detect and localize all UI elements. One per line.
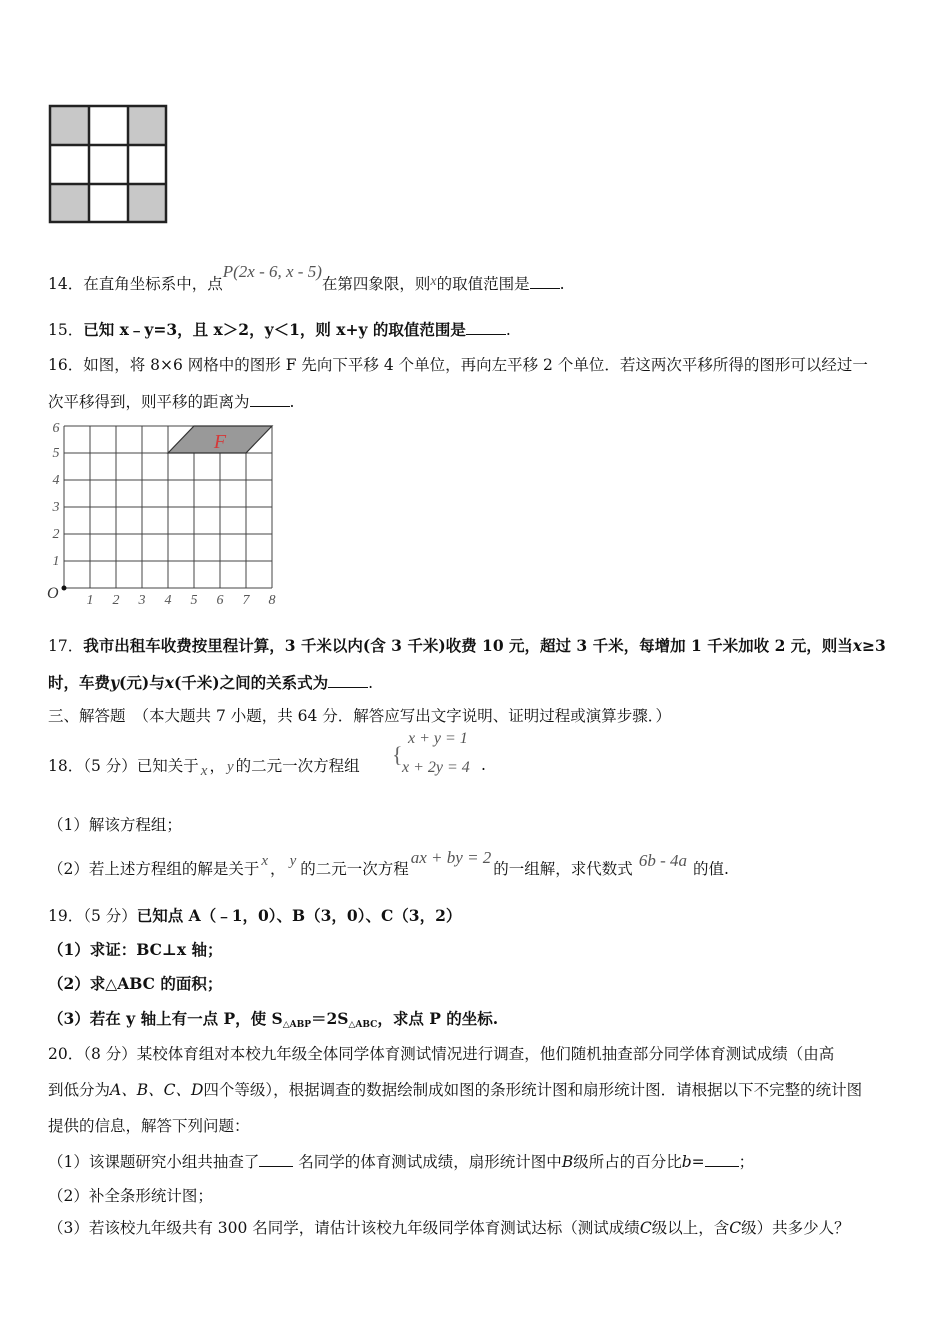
variable-y: y xyxy=(289,853,297,869)
y-tick-label: 3 xyxy=(52,500,60,515)
comma: ， xyxy=(209,757,225,775)
question-18-part-1 xyxy=(48,815,182,835)
question-text: 四个等级），根据调查的数据绘制成如图的条形统计图和扇形统计图．请根据以下不完整的统计图 xyxy=(203,1081,863,1099)
question-16-line2 xyxy=(48,392,294,412)
section-title: 三、解答题 xyxy=(48,707,126,725)
section-3-heading xyxy=(48,706,671,726)
point-p-expression: P(2x - 6, x - 5) xyxy=(222,262,322,281)
question-19-part-2 xyxy=(48,974,222,994)
question-19-part-1 xyxy=(48,940,223,960)
part-text: （1）解该方程组； xyxy=(48,816,182,834)
question-number: 16． xyxy=(48,356,84,374)
question-text: 已知点 A（﹣1，0）、B（3，0）、C（3，2） xyxy=(136,906,462,925)
x-tick-label: 7 xyxy=(242,593,250,608)
question-number: 20． xyxy=(48,1045,84,1063)
question-number: 15． xyxy=(48,321,84,339)
question-20-part-2 xyxy=(48,1186,213,1206)
question-text: (元)与 xyxy=(119,673,165,692)
question-20-line2 xyxy=(48,1080,862,1100)
question-text: 我市出租车收费按里程计算，3 千米以内(含 3 千米)收费 10 元，超过 3 千米，每增加 1 千米加收 2 元，则当 xyxy=(83,636,853,655)
question-score: （5 分） xyxy=(83,907,137,925)
part-text: （2）补全条形统计图； xyxy=(48,1187,213,1205)
part-text: （2）若上述方程组的解是关于 xyxy=(48,860,260,878)
question-text: 已知关于 xyxy=(136,757,199,775)
tile-figure xyxy=(48,104,170,226)
question-17-line1 xyxy=(48,636,886,656)
part-text: 的二元一次方程 xyxy=(300,860,409,878)
part-text: ＝2S xyxy=(311,1009,349,1028)
question-text: ≥3 xyxy=(862,636,886,655)
period: . xyxy=(368,674,374,692)
x-tick-label: 6 xyxy=(216,593,224,608)
grid-figure xyxy=(44,418,290,610)
x-tick-label: 3 xyxy=(138,593,146,608)
question-text: 提供的信息，解答下列问题： xyxy=(48,1117,250,1135)
grade-letter: B xyxy=(561,1153,574,1171)
question-text: 的取值范围是 xyxy=(436,275,530,293)
question-18 xyxy=(48,756,360,777)
question-number: 19． xyxy=(48,907,84,925)
part-text: 名同学的体育测试成绩，扇形统计图中 xyxy=(293,1153,562,1171)
equals: = xyxy=(691,1153,705,1171)
grade-letter: C xyxy=(729,1219,742,1237)
question-text: 到低分为 xyxy=(48,1081,111,1099)
answer-blank[interactable] xyxy=(259,1152,293,1167)
part-text: 的值. xyxy=(692,860,729,878)
part-text: 级）共多少人？ xyxy=(741,1219,850,1237)
section-note: （本大题共 7 小题，共 64 分．解答应写出文字说明、证明过程或演算步骤．） xyxy=(133,707,672,725)
linear-equation: ax + by = 2 xyxy=(410,848,492,867)
part-text: 级以上，含 xyxy=(651,1219,730,1237)
period: . xyxy=(559,275,565,293)
origin-label: O xyxy=(47,585,59,602)
question-number: 18． xyxy=(48,757,84,775)
part-text: 的一组解，求代数式 xyxy=(493,860,633,878)
comma: ， xyxy=(270,860,286,878)
shape-f-label: F xyxy=(213,431,227,453)
algebraic-expression: 6b - 4a xyxy=(638,851,687,870)
period: . xyxy=(481,756,486,774)
question-text: 某校体育组对本校九年级全体同学体育测试情况进行调查，他们随机抽查部分同学体育测试成绩（由高 xyxy=(136,1045,835,1063)
grade-letters: A、B、C、D xyxy=(110,1081,204,1099)
y-tick-label: 5 xyxy=(52,446,60,461)
question-text: 在直角坐标系中，点 xyxy=(83,275,223,293)
question-20-line3 xyxy=(48,1116,250,1136)
variable-b: b xyxy=(681,1153,692,1171)
semicolon: ； xyxy=(738,1153,755,1171)
part-text: 级所占的百分比 xyxy=(573,1153,682,1171)
question-16-line1 xyxy=(48,355,868,375)
question-text: 的二元一次方程组 xyxy=(235,757,360,775)
question-text: 时，车费 xyxy=(48,673,111,692)
question-score: （5 分） xyxy=(83,757,137,775)
x-tick-label: 2 xyxy=(112,593,120,608)
question-19 xyxy=(48,906,461,926)
period: . xyxy=(505,321,511,339)
x-tick-label: 8 xyxy=(268,593,276,608)
question-19-part-3 xyxy=(48,1009,498,1035)
x-tick-label: 4 xyxy=(164,593,172,608)
part-text: ，求点 P 的坐标. xyxy=(377,1009,499,1028)
question-text: 在第四象限，则 xyxy=(321,275,431,293)
equation-system-brace: { xyxy=(392,742,403,767)
question-score: （8 分） xyxy=(83,1045,137,1063)
variable-x: x xyxy=(852,636,863,655)
variable-y: y xyxy=(110,673,120,692)
part-text: （1）求证：BC⊥x 轴； xyxy=(48,940,223,959)
variable-x: x xyxy=(164,673,174,692)
variable-x: x xyxy=(200,763,208,779)
answer-blank[interactable] xyxy=(530,274,560,289)
equation-2: x + 2y = 4 xyxy=(402,759,470,776)
equation-1: x + y = 1 xyxy=(408,730,468,747)
y-tick-label: 6 xyxy=(52,421,60,436)
answer-blank[interactable] xyxy=(705,1152,739,1167)
question-14 xyxy=(48,262,565,296)
question-text: 如图，将 8×6 网格中的图形 F 先向下平移 4 个单位，再向左平移 2 个单位．若这两次平移所得的图形可以经过一 xyxy=(83,356,868,374)
period: . xyxy=(289,393,295,411)
part-text: （2）求△ABC 的面积； xyxy=(48,974,223,993)
question-number: 14． xyxy=(48,275,84,293)
question-text: 次平移得到，则平移的距离为 xyxy=(48,393,250,411)
grade-letter: C xyxy=(639,1219,652,1237)
question-text: (千米)之间的关系式为 xyxy=(173,673,329,692)
part-text: （3）若该校九年级共有 300 名同学，请估计该校九年级同学体育测试达标（测试成绩 xyxy=(48,1219,640,1237)
part-text: （3）若在 y 轴上有一点 P，使 S xyxy=(48,1009,283,1028)
answer-blank[interactable] xyxy=(328,673,368,688)
question-15 xyxy=(48,320,511,340)
part-text: （1）该课题研究小组共抽查了 xyxy=(48,1153,260,1171)
question-20-part-1 xyxy=(48,1152,754,1172)
question-20-part-3 xyxy=(48,1218,850,1238)
y-tick-label: 1 xyxy=(52,554,60,569)
variable-y: y xyxy=(226,759,234,775)
subscript: △ABP xyxy=(282,1020,312,1030)
question-number: 17． xyxy=(48,637,84,655)
x-tick-label: 1 xyxy=(86,593,94,608)
question-20-line1 xyxy=(48,1044,834,1064)
answer-blank[interactable] xyxy=(466,320,506,335)
origin-point xyxy=(62,586,67,591)
subscript: △ABC xyxy=(348,1020,378,1030)
variable-x: x xyxy=(261,853,269,869)
y-tick-label: 4 xyxy=(52,473,60,488)
y-tick-label: 2 xyxy=(52,527,60,542)
answer-blank[interactable] xyxy=(250,392,290,407)
question-text: 已知 x﹣y=3，且 x＞2，y＜1，则 x+y 的取值范围是 xyxy=(83,320,466,339)
variable-x: x xyxy=(430,274,437,289)
x-tick-label: 5 xyxy=(190,593,198,608)
question-18-part-2 xyxy=(48,848,729,880)
question-17-line2 xyxy=(48,673,373,693)
